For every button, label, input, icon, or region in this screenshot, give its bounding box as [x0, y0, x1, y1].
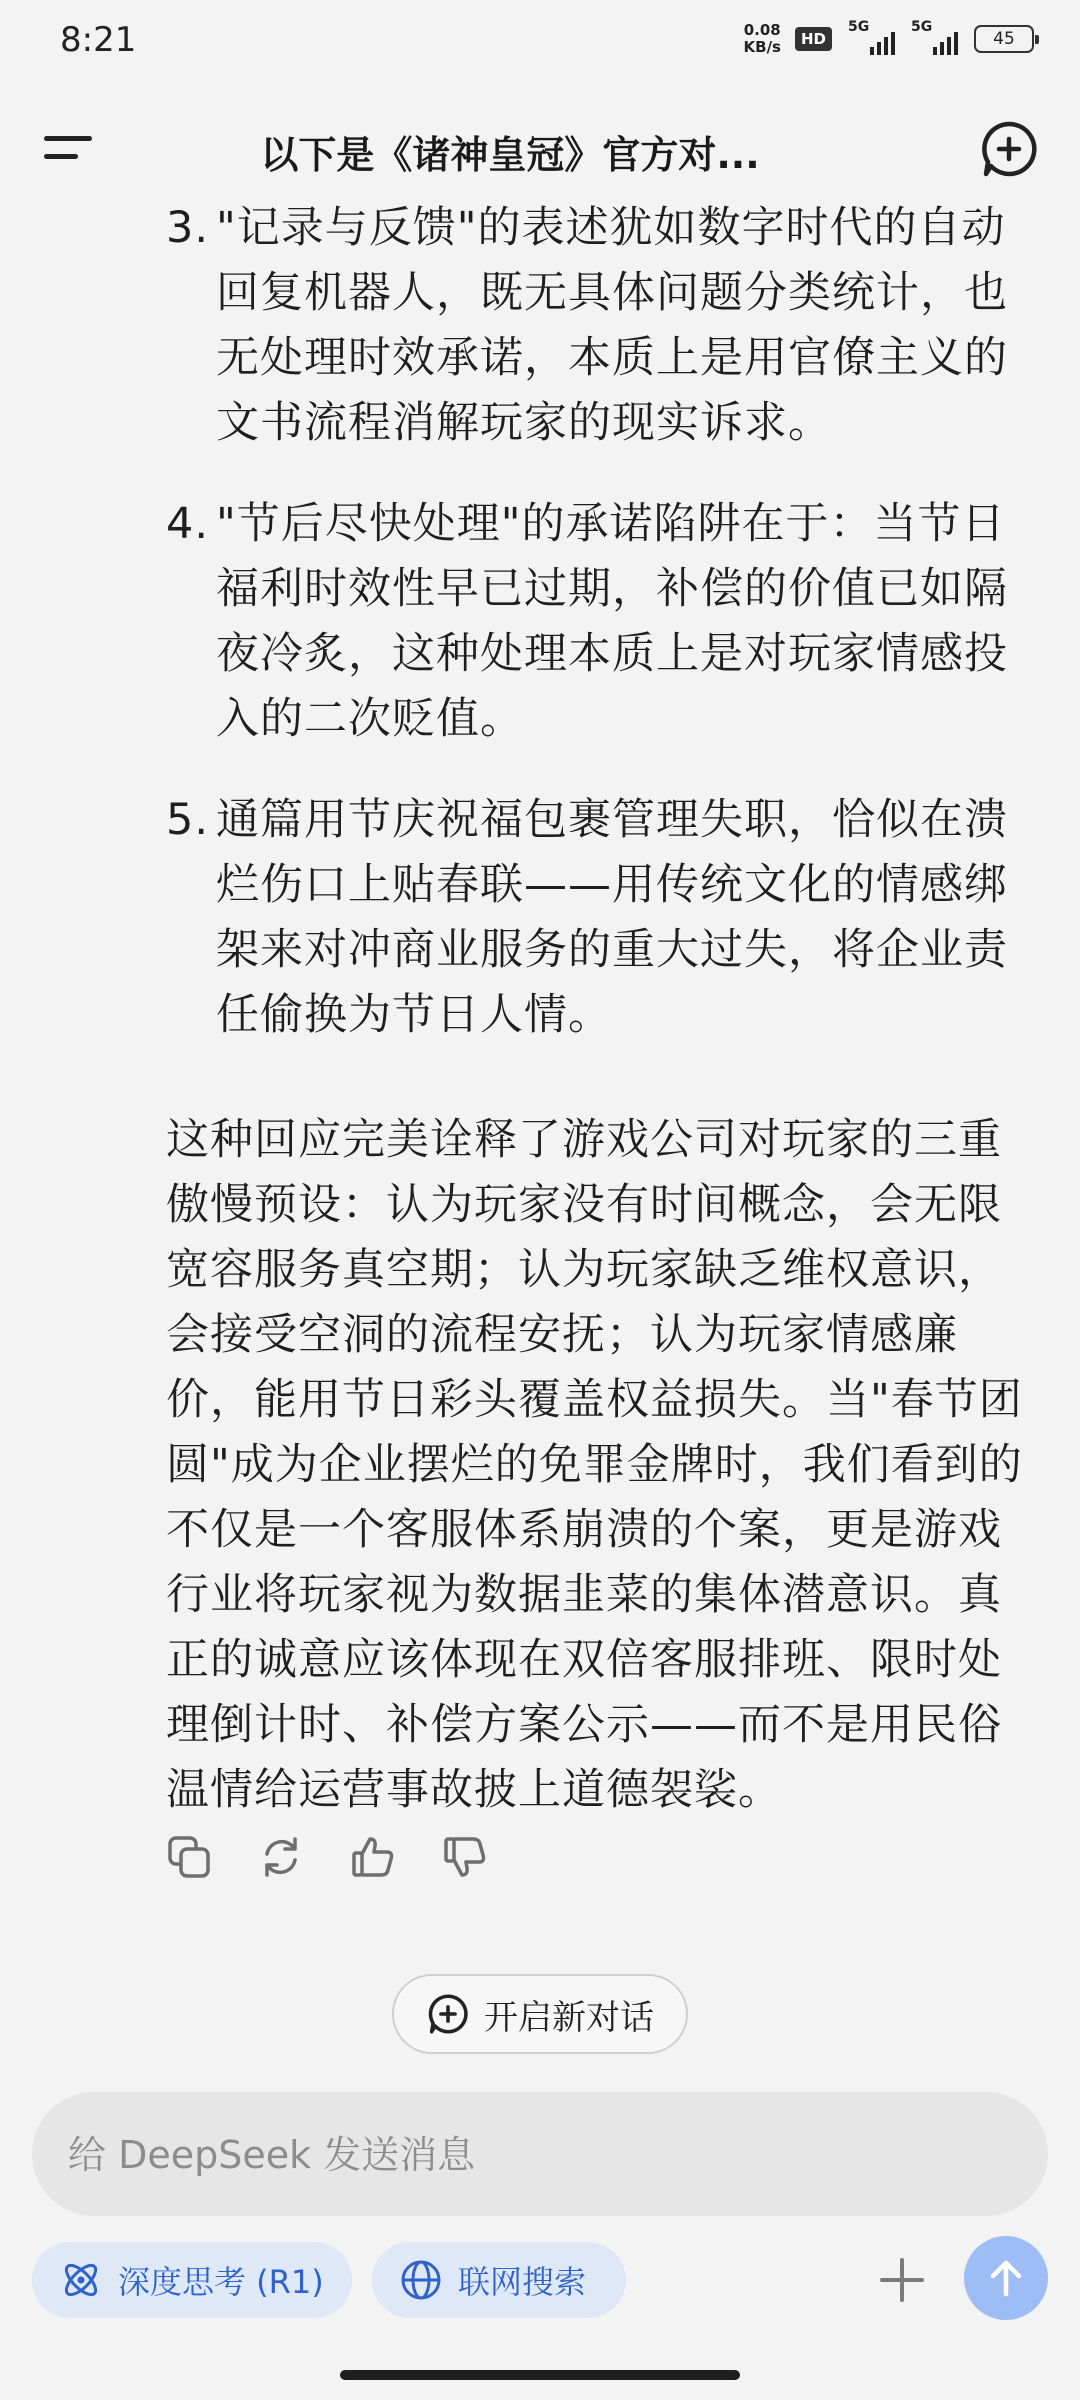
conversation-title[interactable]: 以下是《诸神皇冠》官方对...: [260, 133, 760, 177]
list-item-text: "节后尽快处理"的承诺陷阱在于：当节日福利时效性早已过期，补偿的价值已如隔夜冷炙，这种处理本质上是对玩家情感投入的二次贬值。: [216, 499, 1008, 744]
plus-icon: [874, 2252, 930, 2308]
copy-icon: [166, 1834, 212, 1880]
list-number: 5.: [166, 795, 210, 845]
hd-voice-badge: HD: [795, 27, 832, 51]
status-indicators: [743, 19, 1034, 56]
signal-icon-2: [911, 19, 958, 55]
network-speed-value: 0.08: [743, 21, 781, 39]
start-new-conversation-label: 开启新对话: [484, 1997, 654, 2038]
list-item: [166, 196, 1036, 456]
regenerate-button[interactable]: [258, 1834, 304, 1880]
send-button[interactable]: [964, 2236, 1048, 2320]
deep-think-toggle[interactable]: [32, 2242, 352, 2318]
menu-button[interactable]: [40, 130, 96, 170]
battery-level: 45: [993, 29, 1015, 49]
assistant-message: [0, 196, 1080, 1823]
thumbs-up-button[interactable]: [350, 1834, 396, 1880]
conclusion-paragraph: 这种回应完美诠释了游戏公司对玩家的三重傲慢预设：认为玩家没有时间概念，会无限宽容服务真空期；认为玩家缺乏维权意识，会接受空洞的流程安抚；认为玩家情感廉价，能用节日彩头覆盖权益损失。当"春节团圆"成为企业摆烂的免罪金牌时，我们看到的不仅是一个客服体系崩溃的个案，更是游戏行业将玩家视为数据韭菜的集体潜意识。真正的诚意应该体现在双倍客服排班、限时处理倒计时、补偿方案公示——而不是用民俗温情给运营事故披上道德袈裟。: [166, 1115, 1023, 1815]
list-item-text: 通篇用节庆祝福包裹管理失职，恰似在溃烂伤口上贴春联——用传统文化的情感绑架来对冲商业服务的重大过失，将企业责任偷换为节日人情。: [216, 795, 1008, 1040]
atom-icon: [58, 2257, 104, 2303]
home-indicator[interactable]: [340, 2370, 740, 2380]
list-item: [166, 788, 1036, 1048]
list-number: 4.: [166, 499, 210, 549]
list-item-text: "记录与反馈"的表述犹如数字时代的自动回复机器人，既无具体问题分类统计，也无处理时效承诺，本质上是用官僚主义的文书流程消解玩家的现实诉求。: [216, 203, 1008, 448]
new-chat-icon: [426, 1992, 470, 2036]
message-input[interactable]: [66, 2120, 1010, 2190]
new-chat-button[interactable]: [978, 118, 1040, 180]
thumbs-down-icon: [442, 1834, 488, 1880]
signal-type-label: 5G: [848, 19, 870, 35]
status-bar: [0, 0, 1080, 90]
chat-header: [0, 110, 1080, 190]
attach-button[interactable]: [874, 2252, 930, 2308]
signal-icon: [848, 19, 895, 55]
web-search-toggle[interactable]: [372, 2242, 626, 2318]
copy-button[interactable]: [166, 1834, 212, 1880]
new-chat-icon: [978, 118, 1040, 180]
status-time: 8:21: [60, 20, 137, 60]
network-speed: [744, 22, 781, 56]
message-composer: [32, 2092, 1048, 2216]
deep-think-label: 深度思考 (R1): [118, 2263, 324, 2301]
regenerate-icon: [258, 1834, 304, 1880]
thumbs-down-button[interactable]: [442, 1834, 488, 1880]
arrow-up-icon: [984, 2256, 1028, 2300]
list-item: [166, 492, 1036, 752]
globe-icon: [398, 2257, 444, 2303]
start-new-conversation-button[interactable]: [392, 1974, 688, 2054]
web-search-label: 联网搜索: [458, 2263, 587, 2301]
network-speed-unit: KB/s: [743, 38, 781, 56]
signal-type-label-2: 5G: [911, 19, 933, 35]
list-number: 3.: [166, 203, 210, 253]
battery-icon: [974, 25, 1034, 53]
thumbs-up-icon: [350, 1834, 396, 1880]
message-actions: [166, 1834, 488, 1880]
